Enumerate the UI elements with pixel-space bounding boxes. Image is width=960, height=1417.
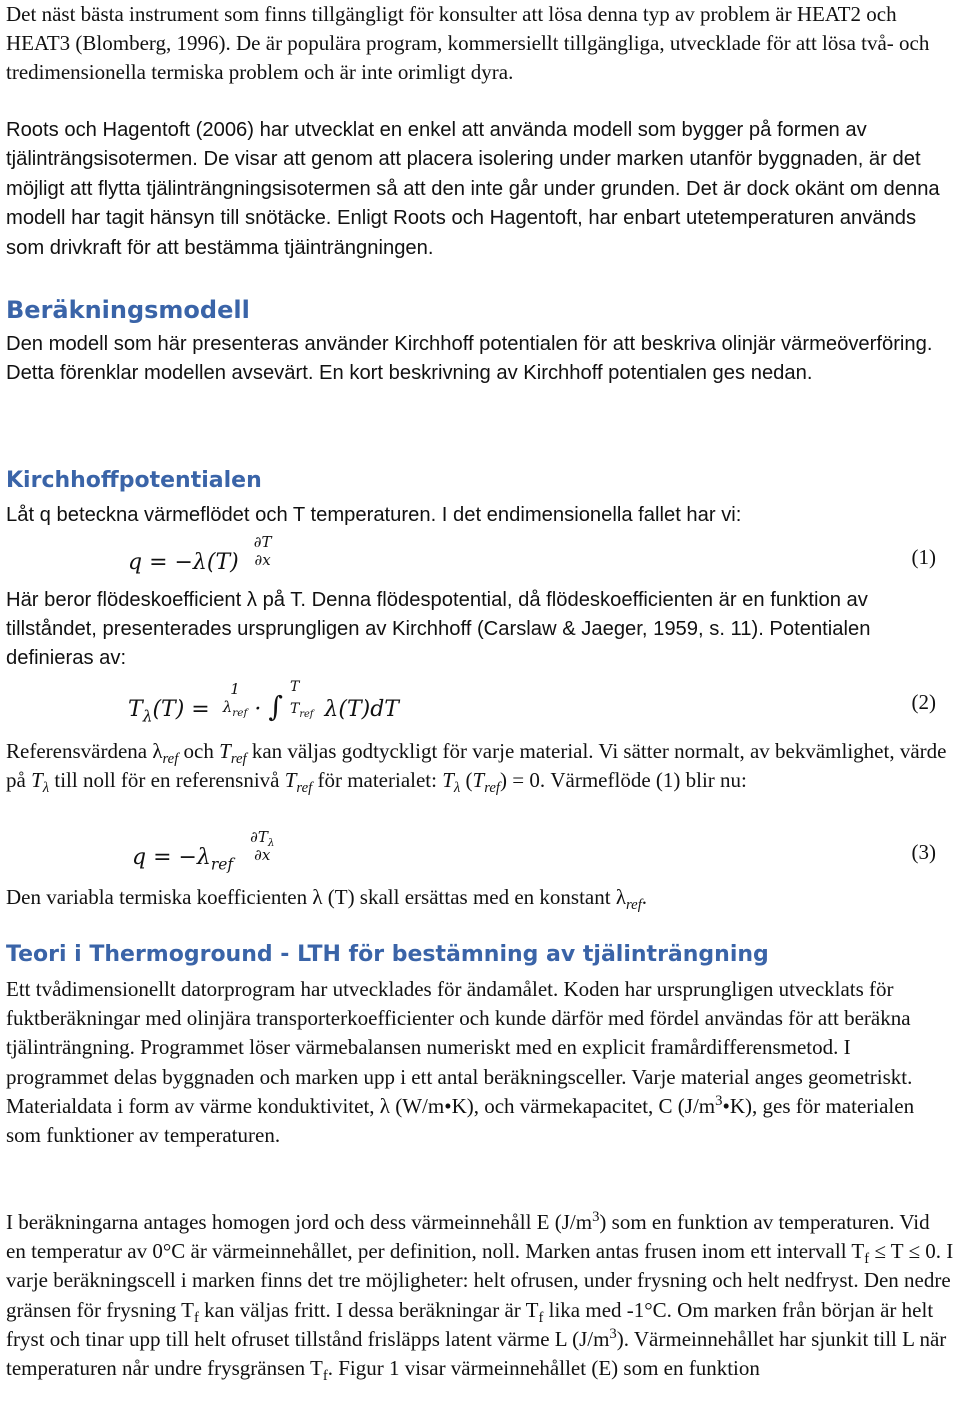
text-run: •K), ges för materialen som funktioner av temperaturen. bbox=[6, 1093, 915, 1148]
after-equation-3 bbox=[6, 883, 954, 912]
equation-2-lhs-arg: (T) = bbox=[152, 697, 210, 722]
intro-paragraph-2-rest: De visar att genom att placera isolering under marken utanför byggnaden, är det möjligt att flytta tjälinträngningsisotermen så att den inte går under grunden. Det är dock okänt om denna modell har tagit hänsyn till snötäcke. Enligt Roots och Hagentoft, har enbart utetemperaturen används som drivkraft för att bestämma tjäinträngningen. bbox=[6, 148, 940, 259]
text-run: I beräkningarna antages homogen jord och dess värmeinnehåll E (J/m bbox=[6, 1210, 593, 1234]
section-heading-kirchhoffpotentialen: Kirchhoffpotentialen bbox=[6, 468, 262, 493]
equation-2-integrand: λ(T)dT bbox=[324, 697, 399, 722]
subscript: f bbox=[322, 1368, 328, 1385]
equation-2-label: (2) bbox=[911, 690, 936, 714]
text-run: lika med -1°C. Om marken från början är helt fryst och tinar upp till helt ofruset tillstånd frisläpps latent värme L (J/m bbox=[6, 1297, 934, 1351]
italic-run: T bbox=[442, 768, 454, 793]
subscript: ref bbox=[296, 780, 313, 797]
equation-3-lhs-sub: ref bbox=[210, 855, 234, 874]
subscript: f bbox=[194, 1309, 199, 1326]
equation-2-lower-limit: T bbox=[289, 701, 300, 717]
kirchhoff-lead: Låt q beteckna värmeflödet och T temperaturen. I det endimensionella fallet har vi: bbox=[6, 504, 742, 526]
equation-3-numerator-sub: λ bbox=[267, 837, 275, 849]
subscript: ref bbox=[230, 751, 247, 768]
equation-2-dot: · bbox=[254, 697, 262, 722]
italic-run: T bbox=[472, 768, 485, 793]
equation-1 bbox=[128, 533, 936, 583]
intro-paragraph-2-lead: Roots och Hagentoft (2006) har utvecklat en enkel att använda modell som bygger på formen av tjälinträngsisotermen. bbox=[6, 119, 867, 171]
subscript: ref bbox=[162, 751, 179, 768]
text-run: . Figur 1 visar värmeinnehållet (E) som en funktion bbox=[327, 1356, 760, 1381]
subscript: ref bbox=[484, 780, 501, 797]
equation-2-upper-limit: T bbox=[289, 679, 300, 695]
text-run: Referensvärdena λ bbox=[6, 739, 163, 763]
equation-2 bbox=[128, 678, 936, 730]
subscript: λ bbox=[42, 780, 50, 797]
section-heading-teori-thermoground: Teori i Thermoground - LTH för bestämning av tjälinträngning bbox=[6, 942, 769, 967]
subscript: f bbox=[864, 1251, 870, 1268]
equation-1-label: (1) bbox=[911, 545, 936, 569]
text-run: till noll för en referensnivå bbox=[49, 768, 285, 793]
equation-2-lhs-group bbox=[128, 697, 217, 726]
equation-2-fraction-bottom-sub: ref bbox=[232, 707, 248, 719]
text-run: ) som en funktion av temperaturen. Vid en temperatur av 0°C är värmeinnehållet, per definition, noll. Marken antas frusen inom ett intervall T bbox=[6, 1210, 930, 1264]
text-run: . bbox=[641, 885, 648, 909]
text-run: kan väljas fritt. I dessa beräkningar är T bbox=[198, 1297, 539, 1322]
equation-3 bbox=[132, 828, 936, 878]
equation-3-lhs: q = −λ bbox=[132, 845, 211, 870]
italic-run: T bbox=[31, 768, 43, 793]
thermoground-paragraph-1 bbox=[6, 975, 954, 1150]
italic-run: T bbox=[219, 739, 231, 763]
equation-3-denominator: ∂x bbox=[254, 846, 271, 864]
equation-2-lhs: T bbox=[128, 697, 143, 722]
italic-run: T bbox=[284, 768, 297, 793]
text-run: kan väljas godtyckligt för varje material. Vi sätter normalt, av bekvämlighet, värde på bbox=[6, 739, 947, 793]
subscript: λ bbox=[453, 780, 461, 797]
text-run: Ett tvådimensionellt datorprogram har utvecklades för ändamålet. Koden har ursprungligen utvecklats för fuktberäkningar med olinjära transporterkoefficienter och kunde därför med fördel användas för att beräkna tjälinträngning. Programmet löser värmebalansen numeriskt med en explicit framårdifferensmetod. I programmet delas byggnaden och marken upp i ett antal beräkningsceller. Varje material anges geometriskt. Materialdata i form av värme konduktivitet, λ (W/m•K), och värmekapacitet, C (J/m bbox=[6, 977, 913, 1118]
section1-body: Den modell som här presenteras använder Kirchhoff potentialen för att beskriva olinjär värmeöverföring. Detta förenklar modellen avsevärt. En kort beskrivning av Kirchhoff potentialen ges nedan. bbox=[6, 333, 933, 385]
text-run: och bbox=[178, 739, 220, 763]
text-run: ). Värmeinnehållet har sjunkit till L när temperaturen når undre frysgränsen T bbox=[6, 1326, 947, 1381]
text-run: för materialet: bbox=[312, 768, 443, 793]
equation-3-numerator: ∂T bbox=[250, 828, 268, 846]
superscript: 3 bbox=[715, 1092, 723, 1109]
superscript: 3 bbox=[609, 1325, 617, 1342]
subscript: ref bbox=[626, 897, 642, 914]
equation-1-lhs: q = −λ(T) bbox=[128, 550, 239, 575]
equation-3-label: (3) bbox=[911, 840, 936, 864]
text-run: ( bbox=[460, 768, 473, 793]
equation-2-lhs-sub: λ bbox=[142, 707, 153, 726]
subscript: f bbox=[538, 1309, 544, 1326]
superscript: 3 bbox=[592, 1209, 600, 1225]
section-heading-berakningsmodell: Beräkningsmodell bbox=[6, 296, 250, 324]
text-run: Den variabla termiska koefficienten λ (T) skall ersättas med en konstant λ bbox=[6, 885, 627, 909]
text-run: ) = 0. Värmeflöde (1) blir nu: bbox=[500, 768, 747, 793]
intro-paragraph-2 bbox=[6, 116, 954, 263]
after-equation-1: Här beror flödeskoefficient λ på T. Denna flödespotential, då flödeskoefficienten är en funktion av tillståndet, presenterades ursprungligen av Kirchhoff (Carslaw & Jaeger, 1959, s. 11). Potentialen definieras av: bbox=[6, 589, 871, 670]
equation-2-integral: ∫ bbox=[268, 690, 283, 723]
equation-3-lhs-group bbox=[132, 845, 234, 874]
after-equation-2 bbox=[6, 737, 954, 795]
intro-paragraph-1: Det näst bästa instrument som finns tillgängligt för konsulter att lösa denna typ av problem är HEAT2 och HEAT3 (Blomberg, 1996). De är populära program, kommersiellt tillgängliga, utvecklade för att lösa två- och tredimensionella termiska problem och är inte orimligt dyra. bbox=[6, 2, 930, 85]
equation-1-denominator: ∂x bbox=[254, 551, 271, 569]
equation-2-limits bbox=[289, 679, 314, 720]
equation-2-fraction-bottom: λ bbox=[222, 698, 233, 716]
equation-2-lower-limit-sub: ref bbox=[299, 708, 314, 720]
equation-1-derivative bbox=[252, 533, 274, 569]
equation-2-fraction-top: 1 bbox=[230, 680, 240, 698]
equation-3-derivative bbox=[248, 828, 276, 864]
text-run: ≤ T ≤ 0. I varje beräkningscell i marken finns det tre möjligheter: helt ofrusen, under frysning och helt nedfryst. Den nedre gränsen för frysning T bbox=[6, 1239, 954, 1322]
equation-2-fraction bbox=[222, 680, 248, 719]
equation-1-numerator: ∂T bbox=[253, 533, 272, 551]
thermoground-paragraph-2 bbox=[6, 1208, 954, 1383]
